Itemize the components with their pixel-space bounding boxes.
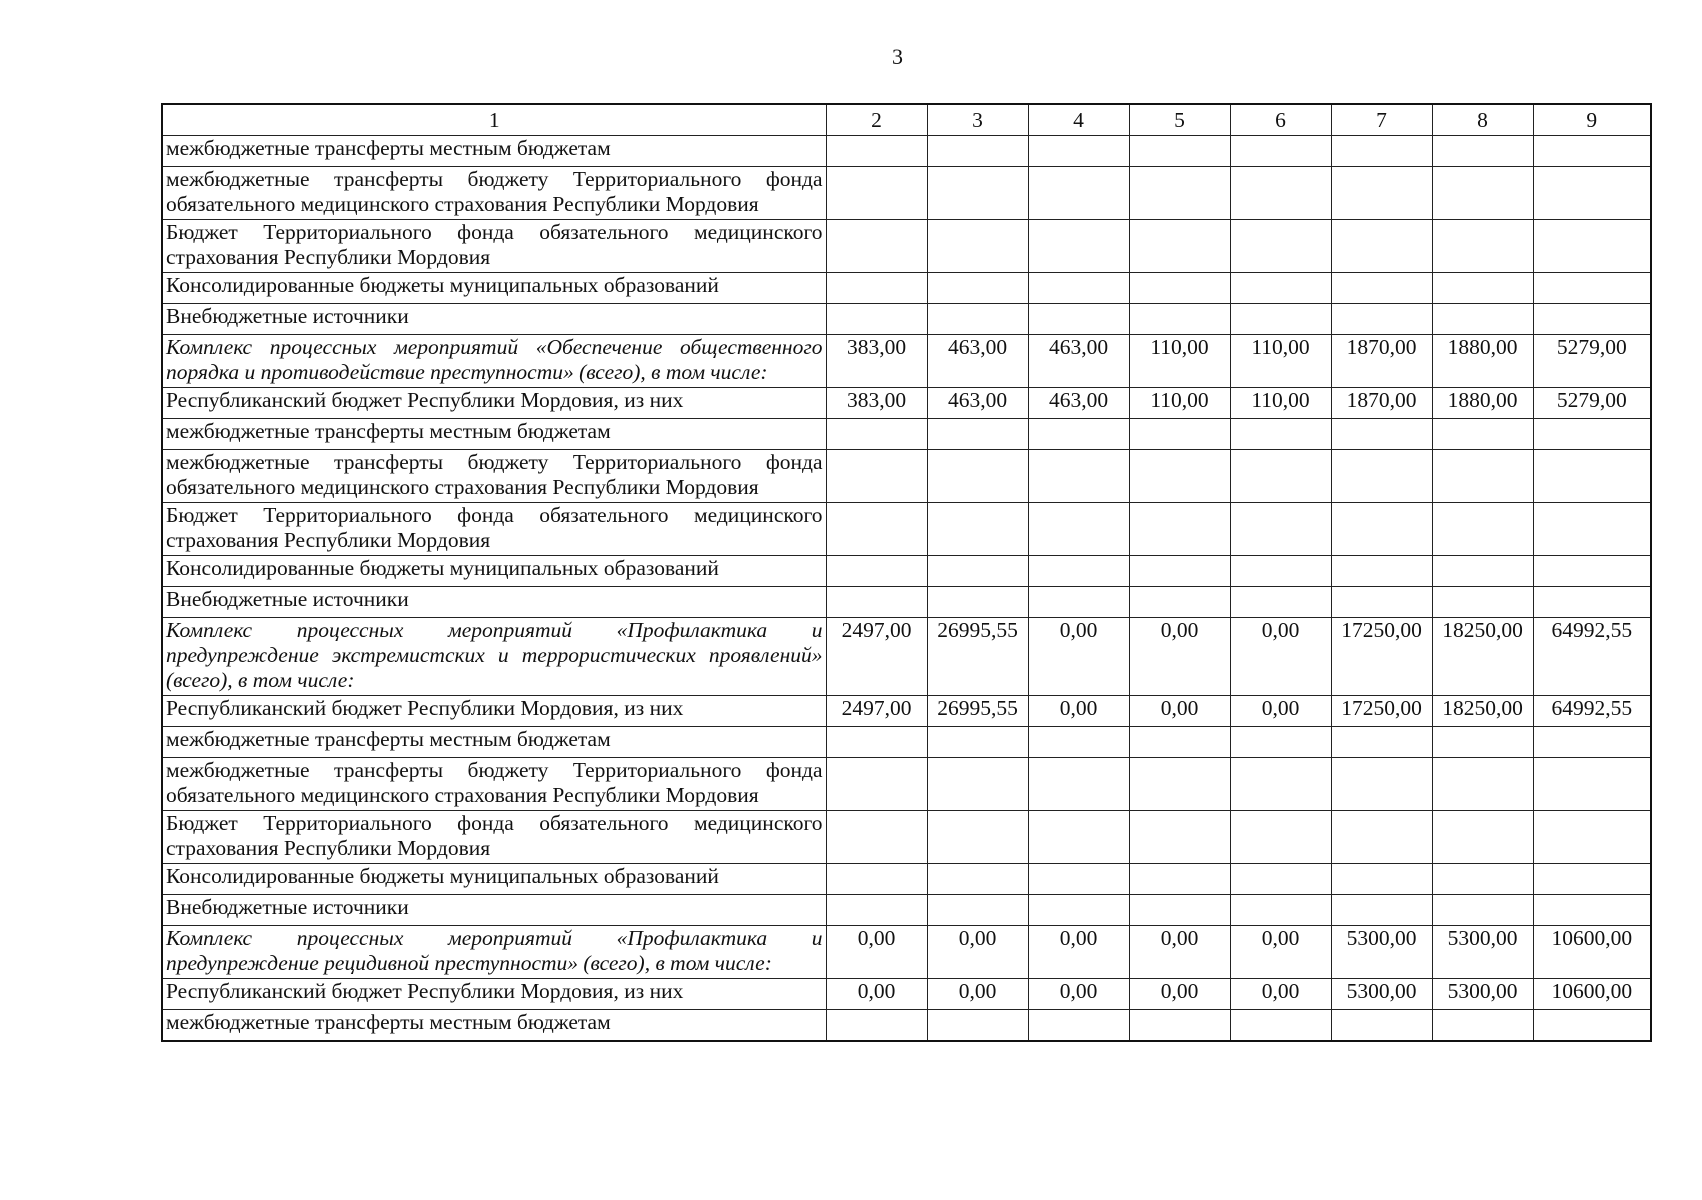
value-cell — [1432, 1010, 1533, 1042]
value-cell — [1129, 811, 1230, 864]
value-cell — [1331, 587, 1432, 618]
value-cell: 463,00 — [927, 388, 1028, 419]
value-cell — [1432, 220, 1533, 273]
table-row — [162, 273, 1651, 304]
value-cell — [1129, 419, 1230, 450]
value-cell — [1432, 273, 1533, 304]
row-label: межбюджетные трансферты местным бюджетам — [162, 727, 826, 758]
value-cell — [1230, 273, 1331, 304]
table-row — [162, 556, 1651, 587]
column-header: 4 — [1028, 104, 1129, 136]
value-cell — [1230, 556, 1331, 587]
value-cell: 0,00 — [1028, 618, 1129, 696]
table-row — [162, 811, 1651, 864]
value-cell: 1880,00 — [1432, 388, 1533, 419]
value-cell — [1432, 167, 1533, 220]
value-cell — [1432, 587, 1533, 618]
value-cell — [1028, 450, 1129, 503]
value-cell — [1230, 167, 1331, 220]
value-cell: 26995,55 — [927, 696, 1028, 727]
value-cell — [826, 758, 927, 811]
column-header: 9 — [1533, 104, 1651, 136]
value-cell — [1533, 450, 1651, 503]
row-label: межбюджетные трансферты местным бюджетам — [162, 136, 826, 167]
value-cell — [1432, 895, 1533, 926]
row-label: Консолидированные бюджеты муниципальных образований — [162, 273, 826, 304]
value-cell — [1331, 136, 1432, 167]
value-cell — [1331, 450, 1432, 503]
value-cell — [1432, 727, 1533, 758]
table-row — [162, 335, 1651, 388]
value-cell — [826, 727, 927, 758]
row-label: Республиканский бюджет Республики Мордовия, из них — [162, 696, 826, 727]
column-header: 8 — [1432, 104, 1533, 136]
value-cell — [1331, 503, 1432, 556]
value-cell: 2497,00 — [826, 696, 927, 727]
value-cell — [1028, 727, 1129, 758]
value-cell: 18250,00 — [1432, 618, 1533, 696]
value-cell: 10600,00 — [1533, 926, 1651, 979]
value-cell — [1432, 864, 1533, 895]
value-cell: 383,00 — [826, 388, 927, 419]
value-cell — [927, 273, 1028, 304]
value-cell: 5279,00 — [1533, 388, 1651, 419]
value-cell — [1331, 811, 1432, 864]
value-cell — [1129, 587, 1230, 618]
value-cell — [1028, 304, 1129, 335]
value-cell — [927, 136, 1028, 167]
value-cell: 110,00 — [1230, 388, 1331, 419]
value-cell: 0,00 — [927, 926, 1028, 979]
value-cell — [927, 167, 1028, 220]
value-cell — [1230, 864, 1331, 895]
table-row — [162, 450, 1651, 503]
value-cell — [826, 273, 927, 304]
value-cell: 1870,00 — [1331, 335, 1432, 388]
column-header: 2 — [826, 104, 927, 136]
value-cell: 0,00 — [927, 979, 1028, 1010]
value-cell — [1230, 895, 1331, 926]
value-cell — [927, 727, 1028, 758]
column-header: 5 — [1129, 104, 1230, 136]
value-cell: 64992,55 — [1533, 696, 1651, 727]
value-cell — [1230, 419, 1331, 450]
value-cell: 463,00 — [1028, 388, 1129, 419]
value-cell — [1230, 758, 1331, 811]
value-cell — [1432, 556, 1533, 587]
value-cell — [1533, 727, 1651, 758]
table-row — [162, 220, 1651, 273]
value-cell — [1331, 758, 1432, 811]
row-label: Консолидированные бюджеты муниципальных образований — [162, 556, 826, 587]
row-label: межбюджетные трансферты местным бюджетам — [162, 419, 826, 450]
table-row — [162, 503, 1651, 556]
value-cell — [1129, 220, 1230, 273]
value-cell — [1533, 758, 1651, 811]
value-cell: 0,00 — [1028, 979, 1129, 1010]
row-label: межбюджетные трансферты бюджету Территориального фонда обязательного медицинского страхования Республики Мордовия — [162, 167, 826, 220]
row-label: Комплекс процессных мероприятий «Обеспечение общественного порядка и противодействие преступности» (всего), в том числе: — [162, 335, 826, 388]
value-cell — [1129, 895, 1230, 926]
value-cell — [1432, 419, 1533, 450]
value-cell — [1533, 273, 1651, 304]
table-row — [162, 618, 1651, 696]
header-row — [162, 104, 1651, 136]
value-cell — [1129, 503, 1230, 556]
value-cell: 0,00 — [826, 926, 927, 979]
value-cell — [927, 503, 1028, 556]
table-row — [162, 926, 1651, 979]
table-row — [162, 304, 1651, 335]
row-label: Бюджет Территориального фонда обязательного медицинского страхования Республики Мордовия — [162, 220, 826, 273]
row-label: Консолидированные бюджеты муниципальных образований — [162, 864, 826, 895]
value-cell: 110,00 — [1129, 335, 1230, 388]
row-label: межбюджетные трансферты бюджету Территориального фонда обязательного медицинского страхования Республики Мордовия — [162, 450, 826, 503]
value-cell — [826, 587, 927, 618]
value-cell — [1432, 450, 1533, 503]
value-cell — [1129, 864, 1230, 895]
value-cell: 0,00 — [826, 979, 927, 1010]
budget-table — [161, 103, 1652, 1042]
value-cell: 110,00 — [1230, 335, 1331, 388]
value-cell — [1129, 556, 1230, 587]
value-cell — [1432, 136, 1533, 167]
table-row — [162, 419, 1651, 450]
value-cell — [1432, 758, 1533, 811]
value-cell — [1432, 304, 1533, 335]
value-cell — [1230, 1010, 1331, 1042]
value-cell — [1533, 419, 1651, 450]
value-cell — [1230, 811, 1331, 864]
value-cell: 5300,00 — [1432, 979, 1533, 1010]
value-cell — [1331, 220, 1432, 273]
value-cell — [826, 220, 927, 273]
value-cell — [826, 864, 927, 895]
table-row — [162, 727, 1651, 758]
value-cell — [1028, 556, 1129, 587]
value-cell — [1129, 273, 1230, 304]
value-cell: 10600,00 — [1533, 979, 1651, 1010]
value-cell — [826, 811, 927, 864]
value-cell — [1432, 503, 1533, 556]
value-cell — [1129, 450, 1230, 503]
page-number: 3 — [892, 44, 903, 69]
row-label: Внебюджетные источники — [162, 587, 826, 618]
value-cell: 17250,00 — [1331, 696, 1432, 727]
value-cell — [826, 503, 927, 556]
column-header: 6 — [1230, 104, 1331, 136]
value-cell: 463,00 — [927, 335, 1028, 388]
table-body — [162, 136, 1651, 1042]
value-cell — [1331, 167, 1432, 220]
table-row — [162, 895, 1651, 926]
value-cell: 0,00 — [1129, 979, 1230, 1010]
value-cell: 0,00 — [1129, 926, 1230, 979]
value-cell: 17250,00 — [1331, 618, 1432, 696]
value-cell — [927, 758, 1028, 811]
value-cell — [1331, 864, 1432, 895]
value-cell — [1028, 811, 1129, 864]
value-cell — [1028, 1010, 1129, 1042]
table-row — [162, 167, 1651, 220]
value-cell: 383,00 — [826, 335, 927, 388]
value-cell — [826, 419, 927, 450]
value-cell — [1230, 304, 1331, 335]
value-cell — [1028, 587, 1129, 618]
value-cell: 0,00 — [1230, 926, 1331, 979]
value-cell — [1533, 556, 1651, 587]
value-cell — [1331, 419, 1432, 450]
value-cell — [1230, 220, 1331, 273]
row-label: Республиканский бюджет Республики Мордовия, из них — [162, 388, 826, 419]
table-row — [162, 1010, 1651, 1042]
value-cell — [1129, 1010, 1230, 1042]
value-cell — [1331, 304, 1432, 335]
value-cell — [1028, 419, 1129, 450]
value-cell — [1331, 1010, 1432, 1042]
value-cell — [1028, 167, 1129, 220]
value-cell — [1129, 758, 1230, 811]
value-cell: 0,00 — [1028, 926, 1129, 979]
value-cell — [1230, 587, 1331, 618]
value-cell — [927, 864, 1028, 895]
value-cell — [1533, 503, 1651, 556]
value-cell — [1028, 758, 1129, 811]
row-label: Внебюджетные источники — [162, 895, 826, 926]
row-label: Бюджет Территориального фонда обязательного медицинского страхования Республики Мордовия — [162, 811, 826, 864]
value-cell — [1230, 136, 1331, 167]
value-cell — [1533, 895, 1651, 926]
value-cell — [1533, 864, 1651, 895]
value-cell — [826, 167, 927, 220]
row-label: Республиканский бюджет Республики Мордовия, из них — [162, 979, 826, 1010]
value-cell — [826, 895, 927, 926]
value-cell: 0,00 — [1230, 618, 1331, 696]
value-cell — [826, 450, 927, 503]
value-cell: 110,00 — [1129, 388, 1230, 419]
table-row — [162, 979, 1651, 1010]
value-cell — [927, 895, 1028, 926]
value-cell: 0,00 — [1129, 618, 1230, 696]
value-cell — [1230, 450, 1331, 503]
value-cell — [927, 811, 1028, 864]
table-row — [162, 388, 1651, 419]
value-cell — [1331, 556, 1432, 587]
row-label: Комплекс процессных мероприятий «Профилактика и предупреждение рецидивной преступности» (всего), в том числе: — [162, 926, 826, 979]
value-cell — [1533, 1010, 1651, 1042]
value-cell — [927, 556, 1028, 587]
value-cell: 18250,00 — [1432, 696, 1533, 727]
value-cell — [927, 587, 1028, 618]
value-cell — [1533, 304, 1651, 335]
row-label: Бюджет Территориального фонда обязательного медицинского страхования Республики Мордовия — [162, 503, 826, 556]
value-cell — [1533, 167, 1651, 220]
value-cell: 0,00 — [1129, 696, 1230, 727]
table-row — [162, 587, 1651, 618]
value-cell: 1870,00 — [1331, 388, 1432, 419]
value-cell: 0,00 — [1230, 979, 1331, 1010]
value-cell — [1028, 503, 1129, 556]
value-cell — [1028, 895, 1129, 926]
value-cell — [826, 1010, 927, 1042]
value-cell — [927, 1010, 1028, 1042]
value-cell: 26995,55 — [927, 618, 1028, 696]
value-cell — [826, 136, 927, 167]
value-cell: 5300,00 — [1331, 979, 1432, 1010]
column-header: 1 — [162, 104, 826, 136]
value-cell: 64992,55 — [1533, 618, 1651, 696]
value-cell — [1331, 273, 1432, 304]
value-cell — [1028, 864, 1129, 895]
value-cell — [1028, 273, 1129, 304]
value-cell — [1533, 587, 1651, 618]
value-cell — [1129, 727, 1230, 758]
row-label: межбюджетные трансферты местным бюджетам — [162, 1010, 826, 1042]
value-cell — [826, 556, 927, 587]
value-cell: 5300,00 — [1331, 926, 1432, 979]
value-cell — [1028, 136, 1129, 167]
value-cell — [1533, 136, 1651, 167]
value-cell: 5279,00 — [1533, 335, 1651, 388]
column-header: 7 — [1331, 104, 1432, 136]
value-cell — [1331, 895, 1432, 926]
value-cell — [826, 304, 927, 335]
column-header: 3 — [927, 104, 1028, 136]
value-cell — [927, 220, 1028, 273]
table-row — [162, 864, 1651, 895]
value-cell — [1533, 220, 1651, 273]
value-cell — [927, 450, 1028, 503]
row-label: Комплекс процессных мероприятий «Профилактика и предупреждение экстремистских и террористических проявлений» (всего), в том числе: — [162, 618, 826, 696]
value-cell — [1129, 167, 1230, 220]
value-cell — [1028, 220, 1129, 273]
value-cell — [1230, 727, 1331, 758]
value-cell — [927, 304, 1028, 335]
value-cell: 2497,00 — [826, 618, 927, 696]
value-cell — [1129, 304, 1230, 335]
value-cell — [927, 419, 1028, 450]
table-row — [162, 758, 1651, 811]
row-label: Внебюджетные источники — [162, 304, 826, 335]
value-cell — [1331, 727, 1432, 758]
value-cell — [1533, 811, 1651, 864]
value-cell: 0,00 — [1230, 696, 1331, 727]
value-cell — [1432, 811, 1533, 864]
value-cell — [1230, 503, 1331, 556]
table-row — [162, 696, 1651, 727]
row-label: межбюджетные трансферты бюджету Территориального фонда обязательного медицинского страхования Республики Мордовия — [162, 758, 826, 811]
value-cell: 1880,00 — [1432, 335, 1533, 388]
value-cell — [1129, 136, 1230, 167]
value-cell: 0,00 — [1028, 696, 1129, 727]
value-cell: 463,00 — [1028, 335, 1129, 388]
value-cell: 5300,00 — [1432, 926, 1533, 979]
table-row — [162, 136, 1651, 167]
